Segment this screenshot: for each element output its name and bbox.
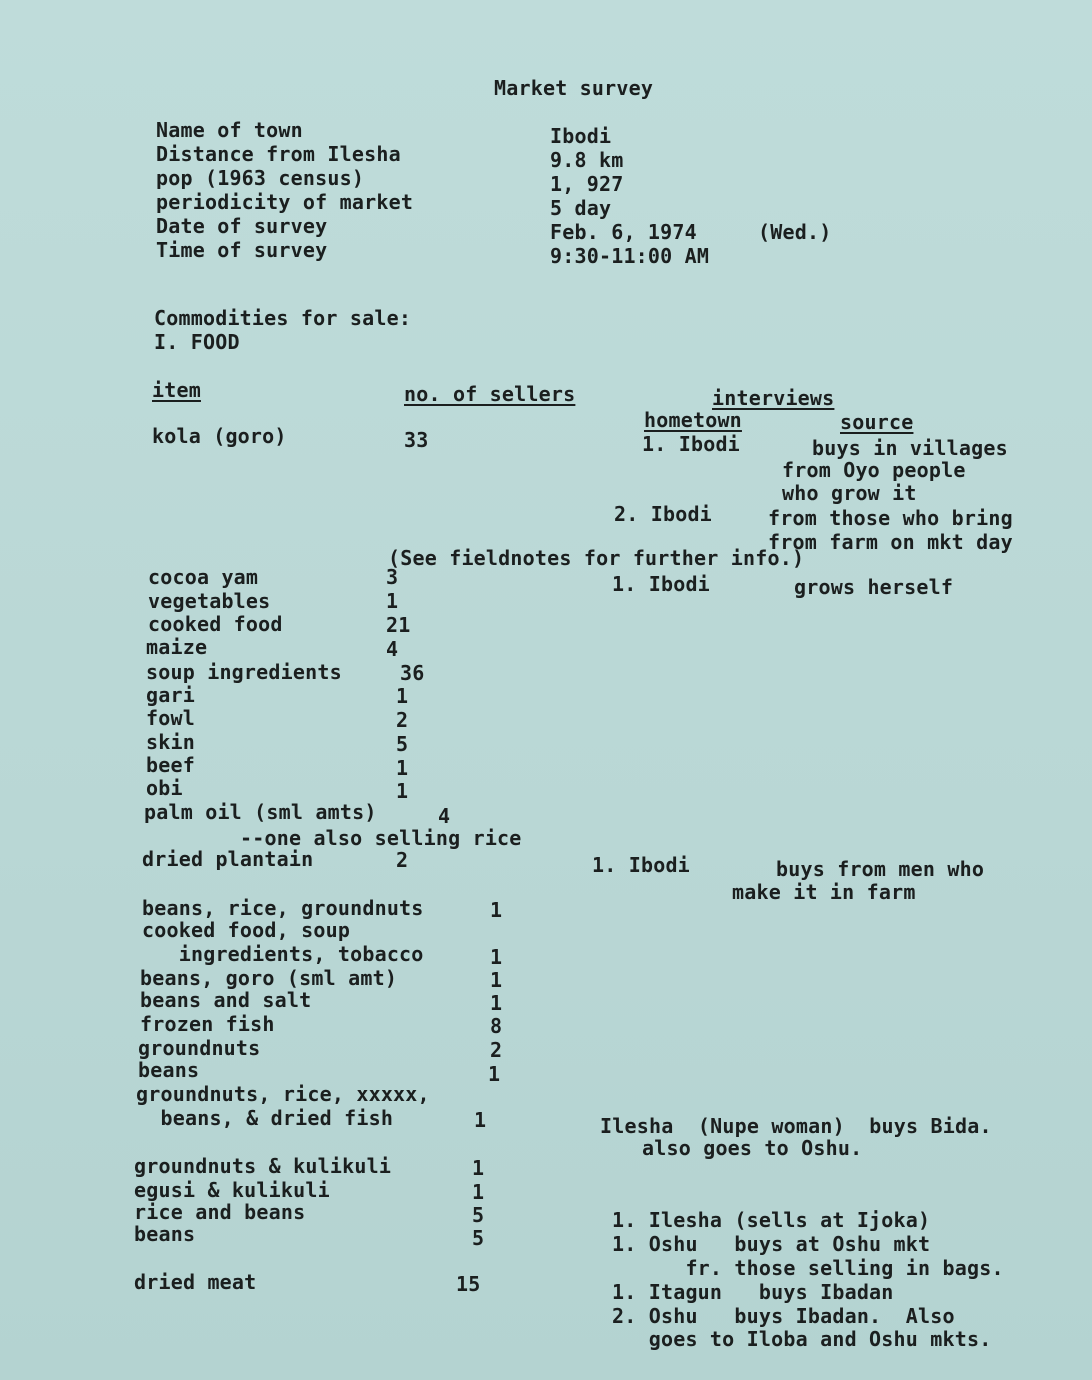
list-item-count: 5 <box>472 1226 485 1250</box>
list-item-count: 1 <box>472 1156 485 1180</box>
header-value-time: 9:30-11:00 AM <box>550 244 710 268</box>
header-value-population: 1, 927 <box>550 172 624 196</box>
list-item-name: beans and salt <box>140 988 312 1012</box>
mixed-item: beans, & dried fish <box>136 1106 394 1130</box>
list-item-count: 21 <box>386 613 411 637</box>
header-label-periodicity: periodicity of market <box>156 190 414 214</box>
header-value-weekday: (Wed.) <box>758 220 832 244</box>
page-title: Market survey <box>494 76 654 100</box>
kola-interview-2-home: 2. Ibodi <box>614 502 712 526</box>
list-item-count: 1 <box>396 684 409 708</box>
list-item-name: soup ingredients <box>146 660 342 684</box>
list-item-name: rice and beans <box>134 1200 306 1224</box>
interview-note: fr. those selling in bags. <box>612 1256 1004 1280</box>
header-label-town: Name of town <box>156 118 303 142</box>
list-item-name: beans <box>138 1058 200 1082</box>
header-value-town: Ibodi <box>550 124 612 148</box>
list-item-name: groundnuts & kulikuli <box>134 1154 392 1178</box>
list-item-name: cooked food <box>148 612 283 636</box>
column-header-hometown: hometown <box>644 408 742 432</box>
plantain-source: make it in farm <box>732 880 916 904</box>
list-item-count: 1 <box>490 991 503 1015</box>
palm-oil-count: 4 <box>438 804 451 828</box>
list-item-count: 2 <box>396 708 409 732</box>
header-value-date: Feb. 6, 1974 <box>550 220 697 244</box>
list-item-count: 1 <box>488 1062 501 1086</box>
list-item-name: maize <box>146 635 208 659</box>
header-value-periodicity: 5 day <box>550 196 612 220</box>
interview-note: 1. Itagun buys Ibadan <box>612 1280 894 1304</box>
column-header-sellers: no. of sellers <box>404 382 576 406</box>
plantain-item: dried plantain <box>142 847 314 871</box>
kola-sellers: 33 <box>404 428 429 452</box>
kola-interview-1-source: buys in villages <box>812 436 1008 460</box>
header-value-distance: 9.8 km <box>550 148 624 172</box>
list-item-count: 1 <box>396 756 409 780</box>
dried-meat-item: dried meat <box>134 1270 257 1294</box>
column-header-interviews: interviews <box>712 386 835 410</box>
list-item-count: 36 <box>400 661 425 685</box>
list-item-count: 1 <box>490 945 503 969</box>
dried-meat-count: 15 <box>456 1272 481 1296</box>
kola-interview-1-home: 1. Ibodi <box>642 432 740 456</box>
list-item-count: 8 <box>490 1014 503 1038</box>
mixed-item: groundnuts, rice, xxxxx, <box>136 1082 430 1106</box>
kola-interview-1-source: from Oyo people <box>782 458 966 482</box>
nupe-note: also goes to Oshu. <box>642 1136 863 1160</box>
kola-interview-2-source: from farm on mkt day <box>768 530 1013 554</box>
list-item-name: ingredients, tobacco <box>142 942 424 966</box>
list-item-name: beef <box>146 753 195 777</box>
list-item-name: obi <box>146 776 183 800</box>
list-item-count: 4 <box>386 637 399 661</box>
header-label-population: pop (1963 census) <box>156 166 365 190</box>
list-item-name: fowl <box>146 706 195 730</box>
list-item-count: 1 <box>386 589 399 613</box>
interview-note: 2. Oshu buys Ibadan. Also <box>612 1304 955 1328</box>
section-subheading: I. FOOD <box>154 330 240 354</box>
list-item-name: beans, goro (sml amt) <box>140 966 398 990</box>
list-item-count: 3 <box>386 565 399 589</box>
list-item-name: groundnuts <box>138 1036 261 1060</box>
kola-item: kola (goro) <box>152 424 287 448</box>
kola-note: (See fieldnotes for further info.) <box>388 546 805 570</box>
column-header-source: source <box>840 410 914 434</box>
list-item-count: 5 <box>396 732 409 756</box>
list-item-count: 5 <box>472 1203 485 1227</box>
list-item-count: 1 <box>490 968 503 992</box>
cocoa-interview-source: grows herself <box>794 575 954 599</box>
plantain-home: 1. Ibodi <box>592 853 690 877</box>
nupe-note: Ilesha (Nupe woman) buys Bida. <box>600 1114 992 1138</box>
palm-oil-item: palm oil (sml amts) <box>144 800 377 824</box>
list-item-name: beans, rice, groundnuts <box>142 896 424 920</box>
header-label-distance: Distance from Ilesha <box>156 142 401 166</box>
list-item-count: 1 <box>490 898 503 922</box>
list-item-name: egusi & kulikuli <box>134 1178 330 1202</box>
list-item-name: frozen fish <box>140 1012 275 1036</box>
kola-interview-2-source: from those who bring <box>768 506 1013 530</box>
plantain-source: buys from men who <box>776 857 985 881</box>
list-item-name: beans <box>134 1222 196 1246</box>
section-heading: Commodities for sale: <box>154 306 412 330</box>
list-item-name: vegetables <box>148 589 271 613</box>
list-item-name: cooked food, soup <box>142 918 351 942</box>
palm-oil-note: --one also selling rice <box>240 826 522 850</box>
interview-note: goes to Iloba and Oshu mkts. <box>612 1327 992 1351</box>
list-item-name: skin <box>146 730 195 754</box>
header-label-date: Date of survey <box>156 214 328 238</box>
list-item-count: 2 <box>490 1038 503 1062</box>
header-label-time: Time of survey <box>156 238 328 262</box>
list-item-count: 1 <box>472 1180 485 1204</box>
list-item-name: gari <box>146 683 195 707</box>
column-header-item: item <box>152 378 201 402</box>
list-item-name: cocoa yam <box>148 565 259 589</box>
kola-interview-1-source: who grow it <box>782 481 917 505</box>
cocoa-interview-home: 1. Ibodi <box>612 572 710 596</box>
list-item-count: 1 <box>396 779 409 803</box>
mixed-count: 1 <box>474 1108 487 1132</box>
interview-note: 1. Oshu buys at Oshu mkt <box>612 1232 931 1256</box>
plantain-count: 2 <box>396 848 409 872</box>
interview-note: 1. Ilesha (sells at Ijoka) <box>612 1208 931 1232</box>
